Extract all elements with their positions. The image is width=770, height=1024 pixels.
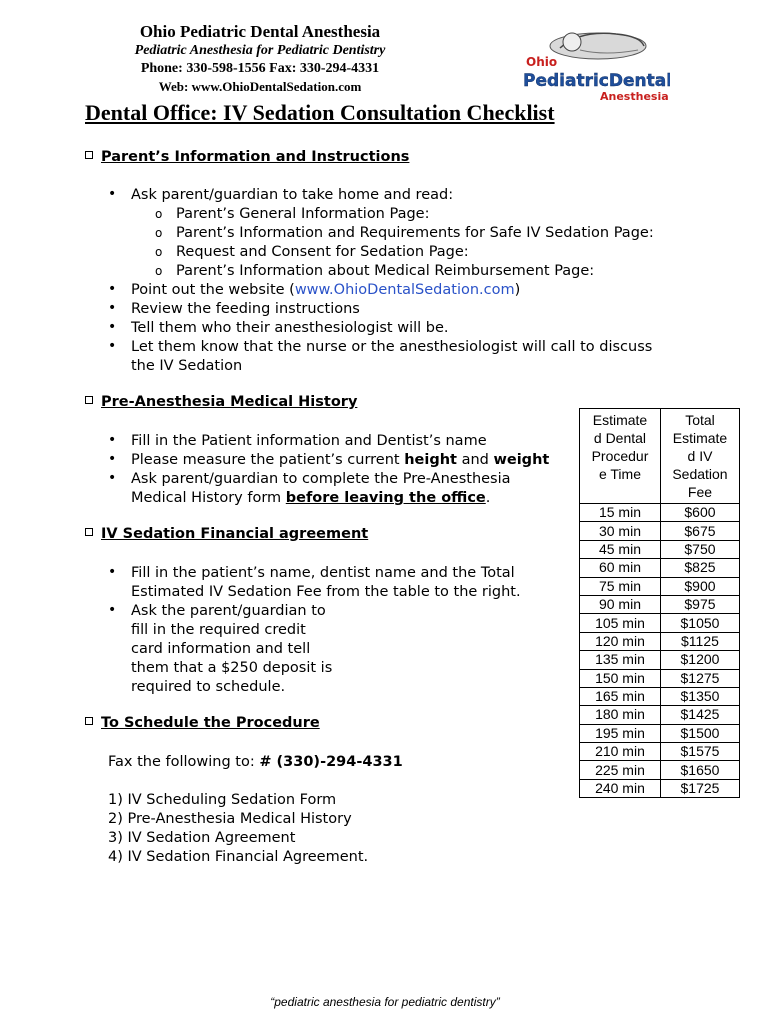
logo-top-text: Ohio — [526, 55, 558, 69]
circle-bullet-icon: o — [155, 264, 163, 278]
bullet-icon: • — [108, 281, 117, 297]
sedation-fee-cell: $600 — [660, 504, 739, 522]
list-item: Ask parent/guardian to complete the Pre-Anesthesia — [131, 471, 511, 487]
sedation-fee-cell: $1350 — [660, 687, 739, 705]
sedation-fee-cell: $1050 — [660, 614, 739, 632]
bullet-icon: • — [108, 564, 117, 580]
sedation-fee-cell: $1125 — [660, 632, 739, 650]
table-row — [580, 651, 740, 669]
org-web: Web: www.OhioDentalSedation.com — [158, 79, 362, 94]
bullet-icon: • — [108, 186, 117, 202]
procedure-time-cell: 180 min — [580, 706, 661, 724]
sedation-fee-cell: $1500 — [660, 724, 739, 742]
circle-bullet-icon: o — [155, 226, 163, 240]
circle-bullet-icon: o — [155, 207, 163, 221]
checkbox-icon[interactable] — [85, 396, 93, 404]
sleeping-child-icon — [520, 24, 670, 104]
list-item-continuation: them that a $250 deposit is — [131, 660, 333, 676]
procedure-time-cell: 165 min — [580, 687, 661, 705]
fax-instruction: Fax the following to: # (330)-294-4331 — [108, 754, 403, 770]
table-row — [580, 687, 740, 705]
page-title: Dental Office: IV Sedation Consultation Checklist — [85, 100, 555, 125]
logo-bottom-text: Anesthesia — [600, 90, 669, 103]
section-schedule-heading: To Schedule the Procedure — [85, 715, 320, 731]
bullet-icon: • — [108, 451, 117, 467]
list-item: Fill in the patient’s name, dentist name and the Total — [131, 565, 515, 581]
procedure-time-cell: 60 min — [580, 559, 661, 577]
bullet-icon: • — [108, 432, 117, 448]
table-row — [580, 522, 740, 540]
list-item: Please measure the patient’s current height and weight — [131, 452, 550, 468]
fee-table — [579, 408, 740, 798]
table-row — [580, 724, 740, 742]
bullet-icon: • — [108, 319, 117, 335]
list-item-continuation: Estimated IV Sedation Fee from the table to the right. — [131, 584, 521, 600]
table-row — [580, 779, 740, 797]
sedation-fee-cell: $1275 — [660, 669, 739, 687]
logo-main-text: PediatricDental — [523, 71, 670, 91]
website-link[interactable]: www.OhioDentalSedation.com — [294, 282, 515, 298]
table-row — [580, 595, 740, 613]
fee-table-header-time: Estimate d Dental Procedur e Time — [580, 409, 661, 504]
sedation-fee-cell: $1425 — [660, 706, 739, 724]
list-item: Tell them who their anesthesiologist will be. — [131, 320, 449, 336]
procedure-time-cell: 150 min — [580, 669, 661, 687]
table-row — [580, 669, 740, 687]
procedure-time-cell: 90 min — [580, 595, 661, 613]
list-item-continuation: the IV Sedation — [131, 358, 243, 374]
list-item: 1) IV Scheduling Sedation Form — [108, 792, 337, 808]
section-history-heading: Pre-Anesthesia Medical History — [85, 394, 357, 410]
procedure-time-cell: 135 min — [580, 651, 661, 669]
list-item: 2) Pre-Anesthesia Medical History — [108, 811, 352, 827]
list-item-continuation: fill in the required credit — [131, 622, 306, 638]
list-item: 3) IV Sedation Agreement — [108, 830, 296, 846]
table-row — [580, 540, 740, 558]
bullet-icon: • — [108, 602, 117, 618]
sedation-fee-cell: $975 — [660, 595, 739, 613]
sedation-fee-cell: $1200 — [660, 651, 739, 669]
list-item: Parent’s General Information Page: — [176, 206, 430, 222]
org-name: Ohio Pediatric Dental Anesthesia — [139, 22, 381, 41]
checkbox-icon[interactable] — [85, 151, 93, 159]
table-row — [580, 632, 740, 650]
sedation-fee-cell: $900 — [660, 577, 739, 595]
sedation-fee-cell: $675 — [660, 522, 739, 540]
list-item: Request and Consent for Sedation Page: — [176, 244, 469, 260]
table-row — [580, 761, 740, 779]
list-item: Fill in the Patient information and Dentist’s name — [131, 433, 487, 449]
procedure-time-cell: 15 min — [580, 504, 661, 522]
list-item-continuation: card information and tell — [131, 641, 311, 657]
table-row — [580, 504, 740, 522]
list-item-continuation: Medical History form before leaving the office. — [131, 490, 491, 506]
bullet-icon: • — [108, 338, 117, 354]
org-phone-fax: Phone: 330-598-1556 Fax: 330-294-4331 — [140, 61, 380, 76]
procedure-time-cell: 195 min — [580, 724, 661, 742]
table-row — [580, 559, 740, 577]
checkbox-icon[interactable] — [85, 528, 93, 536]
list-item-continuation: required to schedule. — [131, 679, 286, 695]
procedure-time-cell: 30 min — [580, 522, 661, 540]
list-item: Review the feeding instructions — [131, 301, 360, 317]
circle-bullet-icon: o — [155, 245, 163, 259]
bullet-icon: • — [108, 470, 117, 486]
procedure-time-cell: 240 min — [580, 779, 661, 797]
fee-table-header-row — [580, 409, 740, 504]
list-item: Let them know that the nurse or the anesthesiologist will call to discuss — [131, 339, 653, 355]
org-logo — [520, 24, 670, 104]
sedation-fee-cell: $1650 — [660, 761, 739, 779]
list-item: Point out the website (www.OhioDentalSedation.com) — [131, 282, 521, 298]
table-row — [580, 577, 740, 595]
procedure-time-cell: 75 min — [580, 577, 661, 595]
checkbox-icon[interactable] — [85, 717, 93, 725]
sedation-fee-cell: $1725 — [660, 779, 739, 797]
list-item: Parent’s Information and Requirements for Safe IV Sedation Page: — [176, 225, 654, 241]
table-row — [580, 743, 740, 761]
procedure-time-cell: 105 min — [580, 614, 661, 632]
fax-number: # (330)-294-4331 — [259, 754, 403, 770]
sedation-fee-cell: $825 — [660, 559, 739, 577]
table-row — [580, 706, 740, 724]
list-item: Parent’s Information about Medical Reimbursement Page: — [176, 263, 595, 279]
section-financial-heading: IV Sedation Financial agreement — [85, 526, 368, 542]
org-tagline: Pediatric Anesthesia for Pediatric Dentistry — [134, 43, 386, 58]
section-parents-heading: Parent’s Information and Instructions — [85, 149, 409, 165]
procedure-time-cell: 45 min — [580, 540, 661, 558]
procedure-time-cell: 120 min — [580, 632, 661, 650]
list-item: 4) IV Sedation Financial Agreement. — [108, 849, 369, 865]
list-item: Ask the parent/guardian to — [131, 603, 326, 619]
fee-table-header-fee: Total Estimate d IV Sedation Fee — [660, 409, 739, 504]
footer-tagline: “pediatric anesthesia for pediatric dentistry” — [270, 995, 500, 1009]
procedure-time-cell: 210 min — [580, 743, 661, 761]
procedure-time-cell: 225 min — [580, 761, 661, 779]
table-row — [580, 614, 740, 632]
bullet-icon: • — [108, 300, 117, 316]
list-item: Ask parent/guardian to take home and read: — [131, 187, 454, 203]
sedation-fee-cell: $750 — [660, 540, 739, 558]
sedation-fee-cell: $1575 — [660, 743, 739, 761]
